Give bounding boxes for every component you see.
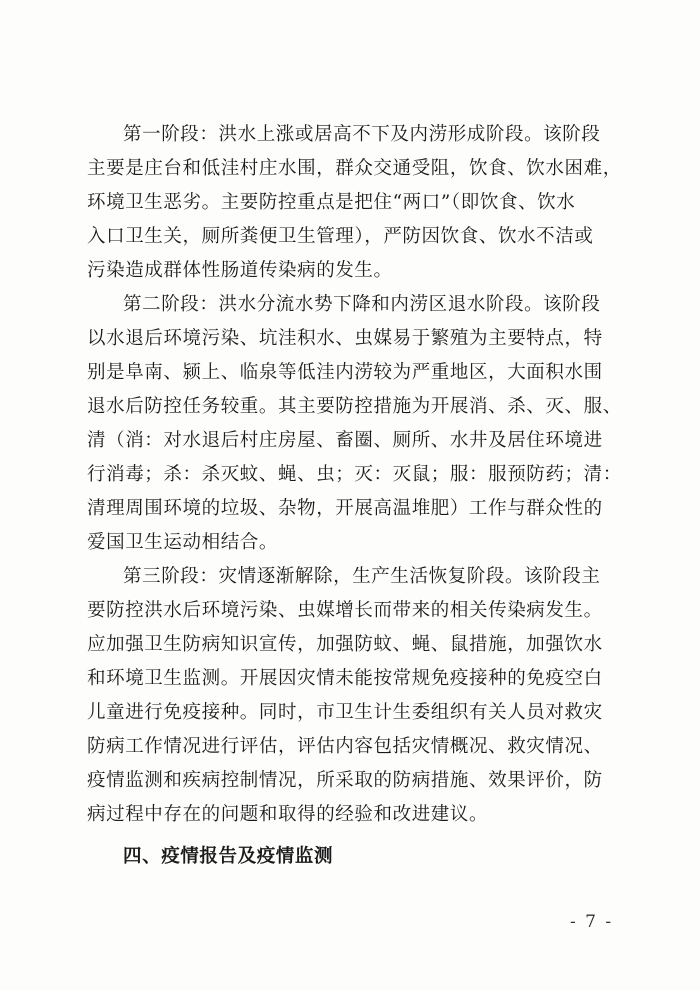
text-line: 环境卫生恶劣。主要防控重点是把住“两口”（即饮食、饮水	[87, 192, 576, 213]
text-line: 儿童进行免疫接种。同时，市卫生计生委组织有关人员对救灾	[87, 702, 603, 723]
text-line: 清（消：对水退后村庄房屋、畜圈、厕所、水井及居住环境进	[87, 430, 603, 451]
text-line: 别是阜南、颍上、临泉等低洼内涝较为严重地区，大面积水围	[87, 362, 603, 383]
paragraph-stage-three	[87, 560, 617, 832]
text-line: 污染造成群体性肠道传染病的发生。	[87, 260, 393, 281]
text-line: 第一阶段：洪水上涨或居高不下及内涝形成阶段。该阶段	[123, 124, 601, 145]
paragraph-stage-two	[87, 288, 622, 560]
paragraph-stage-one	[87, 118, 622, 288]
text-line: 行消毒；杀：杀灭蚊、蝇、虫；灭：灭鼠；服：服预防药；清：	[87, 464, 622, 485]
text-line: 应加强卫生防病知识宣传，加强防蚊、蝇、鼠措施，加强饮水	[87, 634, 603, 655]
text-line: 疫情监测和疾病控制情况，所采取的防病措施、效果评价，防	[87, 770, 603, 791]
text-line: 第三阶段：灾情逐渐解除，生产生活恢复阶段。该阶段主	[123, 566, 601, 587]
text-line: 清理周围环境的垃圾、杂物，开展高温堆肥）工作与群众性的	[87, 498, 603, 519]
text-line: 第二阶段：洪水分流水势下降和内涝区退水阶段。该阶段	[123, 294, 601, 315]
text-line: 主要是庄台和低洼村庄水围，群众交通受阻，饮食、饮水困难，	[87, 158, 622, 179]
text-line: 防病工作情况进行评估，评估内容包括灾情概况、救灾情况、	[87, 736, 603, 757]
text-line: 退水后防控任务较重。其主要防控措施为开展消、杀、灭、服、	[87, 396, 622, 417]
text-line: 以水退后环境污染、坑洼积水、虫媒易于繁殖为主要特点，特	[87, 328, 603, 349]
page-number: - 7 -	[570, 912, 614, 932]
text-line: 要防控洪水后环境污染、虫媒增长而带来的相关传染病发生。	[87, 600, 603, 621]
body-text	[87, 118, 622, 832]
text-line: 入口卫生关，厕所粪便卫生管理），严防因饮食、饮水不洁或	[87, 226, 594, 247]
text-line: 和环境卫生监测。开展因灾情未能按常规免疫接种的免疫空白	[87, 668, 603, 689]
section-heading: 四、疫情报告及疫情监测	[123, 846, 334, 867]
text-line: 病过程中存在的问题和取得的经验和改进建议。	[87, 804, 489, 825]
text-line: 爱国卫生运动相结合。	[87, 532, 279, 553]
